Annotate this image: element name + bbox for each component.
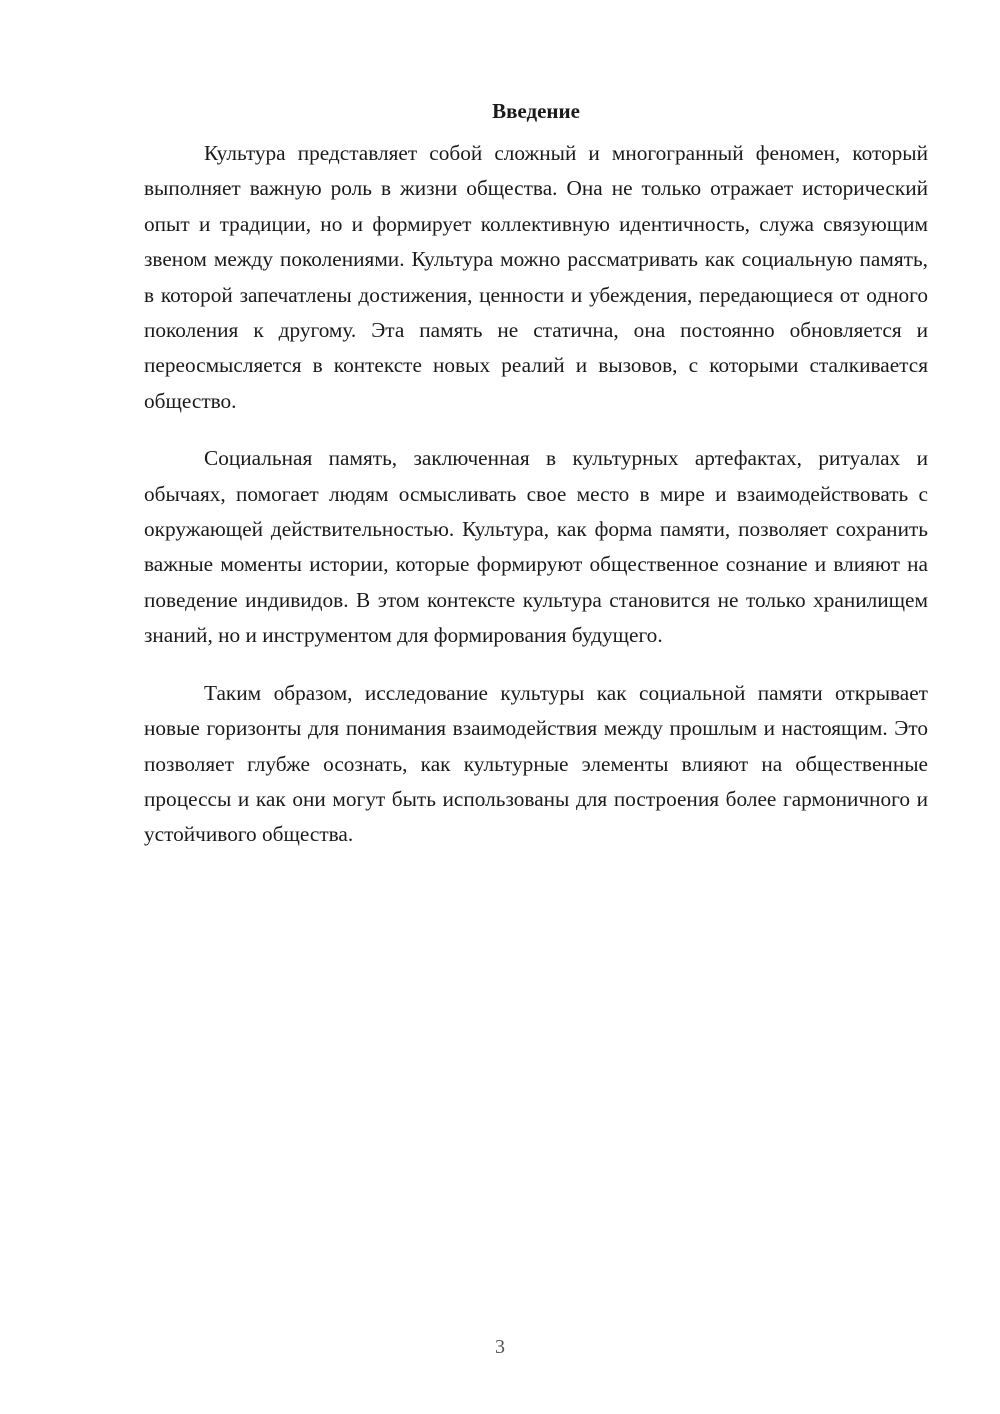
page-body bbox=[144, 96, 928, 875]
section-title: Введение bbox=[492, 99, 580, 123]
page-number: 3 bbox=[495, 1336, 505, 1358]
paragraph-1: Культура представляет собой сложный и многогранный феномен, который выполняет важную роль в жизни общества. Она не только отражает исторический опыт и традиции, но и формирует коллективную идентичность, служа связующим звеном между поколениями. Культура можно рассматривать как социальную память, в которой запечатлены достижения, ценности и убеждения, передающиеся от одного поколения к другому. Эта память не статична, она постоянно обновляется и переосмысляется в контексте новых реалий и вызовов, с которыми сталкивается общество. bbox=[144, 141, 928, 413]
paragraph-3: Таким образом, исследование культуры как социальной памяти открывает новые горизонты для понимания взаимодействия между прошлым и настоящим. Это позволяет глубже осознать, как культурные элементы влияют на общественные процессы и как они могут быть использованы для построения более гармоничного и устойчивого общества. bbox=[144, 680, 928, 847]
paragraph-2: Социальная память, заключенная в культурных артефактах, ритуалах и обычаях, помогает людям осмысливать свое место в мире и взаимодействовать с окружающей действительностью. Культура, как форма памяти, позволяет сохранить важные моменты истории, которые формируют общественное сознание и влияют на поведение индивидов. В этом контексте культура становится не только хранилищем знаний, но и инструментом для формирования будущего. bbox=[144, 446, 928, 648]
